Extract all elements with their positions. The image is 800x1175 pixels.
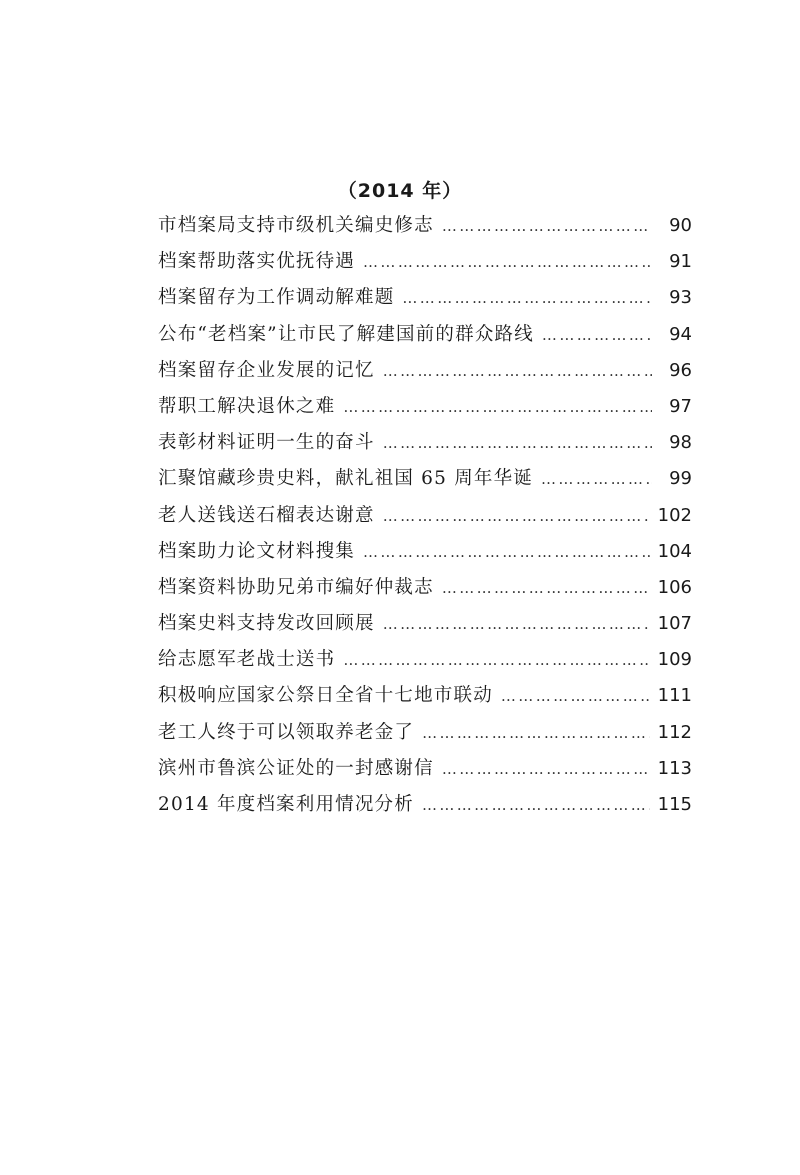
toc-entry[interactable] [158,208,692,244]
toc-entry[interactable] [158,280,692,316]
toc-page-number: 97 [669,395,692,417]
toc-entry[interactable] [158,244,692,280]
toc-entry-title: 公布“老档案”让市民了解建国前的群众路线 [158,323,534,345]
toc-entry[interactable] [158,678,692,714]
section-heading: （2014 年） [337,180,463,202]
toc-dot-leader [343,389,652,425]
toc-entry-title: 档案留存为工作调动解难题 [158,287,395,309]
toc-page-number: 115 [657,794,692,815]
toc-entry-title: 帮职工解决退休之难 [158,395,336,417]
toc-entry-title: 汇聚馆藏珍贵史料，献礼祖国 65 周年华诞 [158,468,534,490]
toc-page-number: 102 [657,504,692,526]
toc-entry[interactable] [158,606,692,642]
toc-entry[interactable] [158,498,692,534]
toc-entry-title: 档案助力论文材料搜集 [158,540,356,562]
toc-entry-title: 档案帮助落实优抚待遇 [158,251,356,273]
toc-entry-title: 表彰材料证明一生的奋斗 [158,432,375,454]
toc-entry[interactable] [158,534,692,570]
toc-entry[interactable] [158,461,692,497]
toc-entry[interactable] [158,787,692,823]
table-of-contents [158,208,692,823]
toc-page-number: 111 [657,685,692,707]
toc-entry-title: 市档案局支持市级机关编史修志 [158,215,434,236]
toc-page-number: 107 [657,613,692,635]
toc-entry[interactable] [158,353,692,389]
toc-page-number: 104 [657,540,692,562]
toc-entry-title: 档案资料协助兄弟市编好仲裁志 [158,576,434,598]
toc-dot-leader [383,353,652,389]
toc-page-number: 109 [657,649,692,671]
toc-dot-leader [542,317,652,353]
toc-page-number: 96 [669,359,692,381]
toc-entry[interactable] [158,642,692,678]
toc-entry[interactable] [158,751,692,787]
toc-dot-leader [363,244,652,280]
toc-entry-title: 档案史料支持发改回顾展 [158,613,375,635]
toc-dot-leader [442,751,650,787]
toc-page-number: 98 [669,432,692,454]
toc-entry[interactable] [158,389,692,425]
toc-entry-title: 档案留存企业发展的记忆 [158,359,375,381]
toc-entry[interactable] [158,570,692,606]
toc-entry-title: 2014 年度档案利用情况分析 [158,794,414,815]
toc-dot-leader [383,606,650,642]
toc-page-number: 93 [669,287,692,309]
toc-dot-leader [501,678,650,714]
toc-entry[interactable] [158,425,692,461]
toc-entry-title: 给志愿军老战士送书 [158,649,336,671]
toc-dot-leader [363,534,650,570]
toc-dot-leader [422,715,650,751]
toc-page-number: 94 [669,323,692,345]
toc-page-number: 106 [657,576,692,598]
toc-page-number: 91 [669,251,692,273]
toc-dot-leader [383,498,650,534]
toc-entry-title: 老工人终于可以领取养老金了 [158,721,415,743]
toc-entry[interactable] [158,317,692,353]
toc-dot-leader [442,208,652,244]
toc-page-number: 90 [669,215,692,236]
toc-entry-title: 积极响应国家公祭日全省十七地市联动 [158,685,493,707]
toc-page-number: 112 [657,721,692,743]
toc-entry-title: 老人送钱送石榴表达谢意 [158,504,375,526]
toc-page-number: 99 [669,468,692,490]
toc-entry-title: 滨州市鲁滨公证处的一封感谢信 [158,757,434,779]
toc-dot-leader [343,642,649,678]
toc-entry[interactable] [158,715,692,751]
toc-page-number: 113 [657,757,692,779]
toc-dot-leader [442,570,650,606]
toc-dot-leader [541,461,652,497]
toc-dot-leader [383,425,652,461]
toc-dot-leader [422,787,650,823]
toc-dot-leader [402,280,652,316]
